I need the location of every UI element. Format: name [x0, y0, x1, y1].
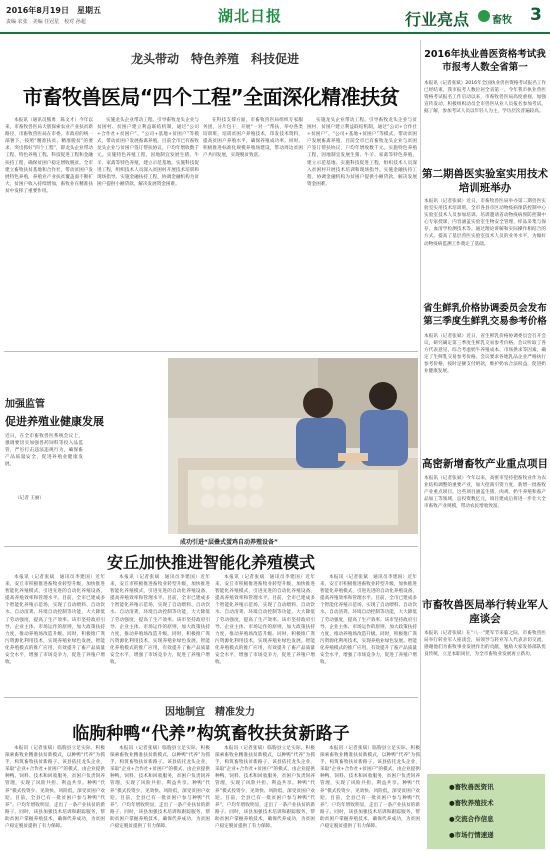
- editorial-kicker: 加强监管: [5, 399, 45, 410]
- sidebar-story-3-title: 省生鲜乳价格协调委员会发布第三季度生鲜乳交易参考价格: [423, 303, 547, 327]
- sidebar-story-2-title: 第二期兽医实验室实用技术培训班举办: [422, 168, 548, 194]
- top-story-column-1: [5, 117, 93, 347]
- top-story-body-1: 本报讯（通讯员熊勇 陈文才）今年以来，市畜牧兽医局大胆探索农业产业扶贫新路径，市畜牧兽医局在市委、市政府的统一部署下，按照“精准扶贫、精准脱贫”的要求，突出抓好“四个工程”，即龙头企业带动工程、特色养殖工程、科技促进工程和金融扶持工程，确保贫困户稳定增收脱贫。全市建立畜牧扶贫基地和合作社，带动贫困户发展特色养殖，养殖业产业扶贫覆盖面不断扩大，贫困户收入持续增加，畜牧业在精准扶贫中发挥了重要作用。: [5, 118, 93, 194]
- middle-story-column-4: [320, 574, 417, 694]
- sidebar-story-5-body: 本报讯（记者张斌）在“八一”建军节来临之际，市畜牧兽医局举行转业军人座谈会，局领导与转业军人代表亲切交流，感谢他们为畜牧事业发展作出的贡献，勉励大家发扬部队优良传统，立足本职岗位，为全市畜牧业发展再立新功。: [424, 631, 546, 658]
- top-story-divider: [4, 351, 418, 352]
- sidebar-story-3-body: 本报讯（记者张斌）近日，省生鲜乳价格协调委员会召开会议，研究确定第三季度生鲜乳交易参考价格。会议听取了各方代表意见，综合考虑奶牛养殖成本、市场供求等因素，确定了生鲜乳交易参考价格。会议要求各地乳品企业严格执行参考价格，按时足额支付奶款，维护奶农合法权益，促进奶业健康发展。: [424, 334, 546, 375]
- middle-story-column-3: [215, 574, 315, 694]
- photo-scene-illustration: [168, 358, 418, 534]
- bottom-story-body: 本报讯（记者张斌）临朐县立足实际，积极探索畜牧业精准扶贫新模式，以种鸭“代养”为抓手，构筑畜牧扶贫新路子。该县依托龙头企业，采取“企业+合作社+贫困户”的模式，由企业提供种鸭、饲料、技术和回收服务，贫困户负责饲养管理，实现了风险共担、利益共享。种鸭“代养”模式投资少、见效快、风险低，深受贫困户欢迎。目前，全县已有一批贫困户参与种鸭“代养”，户均年增收明显，走出了一条产业扶贫的新路子。同时，该县加强技术培训和跟踪服务，帮助贫困户掌握养殖技术，确保代养成功，为贫困户稳定脱贫提供了有力保障。: [5, 746, 105, 830]
- bottom-story-kicker: 因地制宜 精准发力: [165, 707, 255, 718]
- page-number: 3: [530, 5, 542, 25]
- sidebar-story-5-title: 市畜牧兽医局举行转业军人座谈会: [422, 599, 548, 625]
- sidebar-story-2-body: 本报讯（记者张斌）近日，市畜牧兽医局举办第二期兽医实验室实用技术培训班，全市各县市区动物疫病预防控制中心实验室技术人员参加培训。培训邀请省动物疫病预防控制中心专家授课，内容涵盖实验室生物安全管理、样品采集与保存、血清学检测技术等。通过理论讲解和实际操作相结合的方式，提高了基层兽医实验室技术人员的业务水平，为做好动物疫病监测工作奠定了基础。: [424, 199, 546, 247]
- section-title: 行业亮点: [405, 10, 470, 29]
- editorial-box: [5, 395, 165, 525]
- masthead: [0, 0, 550, 34]
- middle-story-body-cont-2: 本报讯（记者张斌 通讯员李建国）近年来，安丘市积极推进畜牧业转型升级，加快推进智能化养殖模式，引进先进的自动化养殖设备，提高养殖效率和管理水平。目前，全市已建成多个智能化养殖示范场，实现了自动喂料、自动饮水、自动清粪、环境自动控制等功能，大大降低了劳动强度，提高了生产效率。该市坚持政府引导、企业主体、市场运作的原则，加大政策扶持力度，推动养殖场改造升级。同时，积极推广粪污资源化利用技术，实现养殖业绿色发展。智能化养殖模式的推广应用，有效提升了畜产品质量安全水平，增强了市场竞争力，促进了养殖户增收。: [215, 575, 315, 666]
- photo-divider: [4, 546, 418, 547]
- section-tag: 畜牧: [492, 15, 512, 26]
- top-story-kicker: 龙头带动 特色养殖 科技促进: [130, 52, 299, 66]
- middle-story-column-1: [5, 574, 105, 694]
- sidebar-story-1-body: 本报讯（记者张斌）2016年全国执业兽医资格考试报名工作已经结束，我市报考人数位居全省第一。今年我市执业兽医资格考试报名工作启动以来，市畜牧兽医局高度重视，加强宣传发动，积极组织动员全市兽医从业人员报名参加考试。据了解，参加考试人员以年轻人为主，学历层次普遍较高。: [424, 81, 546, 115]
- top-story-body-1-cont: 实施龙头企业带动工程。引导畜牧龙头企业与贫困村、贫困户建立利益联结机制，通过“公司+合作社+贫困户”、“公司+基地+贫困户”等模式，带动贫困户发展畜禽养殖，目前全市已有畜牧龙头企业与贫困户签订帮扶协议，户均年增收数千元。实施特色养殖工程，因地制宜发展生猪、牛羊、家禽等特色养殖，建立示范基地。实施科技促进工程，组织技术人员深入贫困村开展技术培训和现场指导。实施金融扶持工程，协调金融机构为贫困户提供小额贷款，解决发展资金困难。: [307, 118, 417, 187]
- sidebar-story-1-title: 2016年执业兽医资格考试我市报考人数全省第一: [424, 49, 546, 73]
- top-story-body-2: 实施龙头企业带动工程。引导畜牧龙头企业与贫困村、贫困户建立利益联结机制，通过“公司+合作社+贫困户”、“公司+基地+贫困户”等模式，带动贫困户发展畜禽养殖，目前全市已有畜牧龙头企业与贫困户签订帮扶协议，户均年增收数千元。实施特色养殖工程，因地制宜发展生猪、牛羊、家禽等特色养殖，建立示范基地。实施科技促进工程，组织技术人员深入贫困村开展技术培训和现场指导。实施金融扶持工程，协调金融机构为贫困户提供小额贷款，解决发展资金困难。: [97, 118, 199, 187]
- sidebar-story-4-title: 高密新增畜牧产业重点项目: [422, 458, 548, 470]
- top-story-column-4: [307, 117, 417, 347]
- middle-story-body: 本报讯（记者张斌 通讯员李建国）近年来，安丘市积极推进畜牧业转型升级，加快推进智能化养殖模式，引进先进的自动化养殖设备，提高养殖效率和管理水平。目前，全市已建成多个智能化养殖示范场，实现了自动喂料、自动饮水、自动清粪、环境自动控制等功能，大大降低了劳动强度，提高了生产效率。该市坚持政府引导、企业主体、市场运作的原则，加大政策扶持力度，推动养殖场改造升级。同时，积极推广粪污资源化利用技术，实现养殖业绿色发展。智能化养殖模式的推广应用，有效提升了畜产品质量安全水平，增强了市场竞争力，促进了养殖户增收。: [5, 575, 105, 666]
- section-dot-icon: [478, 10, 490, 22]
- top-story-body-3: 在科技支撑方面，市畜牧兽医局组织专家服务团，分片包干，开展“一对一”帮扶，举办各类培训班，培训贫困户养殖技术，印发技术资料，提高贫困户养殖水平，确保养殖成功率。同时，积极推进标准化规模养殖场建设，带动周边贫困户共同发展，实现脱贫致富。: [203, 118, 303, 159]
- bottom-story-column-2: [110, 745, 210, 849]
- top-story-column-2: [97, 117, 199, 347]
- index-item-2[interactable]: ●畜牧养殖技术: [449, 799, 494, 807]
- bottom-story-body-cont-2: 本报讯（记者张斌）临朐县立足实际，积极探索畜牧业精准扶贫新模式，以种鸭“代养”为抓手，构筑畜牧扶贫新路子。该县依托龙头企业，采取“企业+合作社+贫困户”的模式，由企业提供种鸭、饲料、技术和回收服务，贫困户负责饲养管理，实现了风险共担、利益共享。种鸭“代养”模式投资少、见效快、风险低，深受贫困户欢迎。目前，全县已有一批贫困户参与种鸭“代养”，户均年增收明显，走出了一条产业扶贫的新路子。同时，该县加强技术培训和跟踪服务，帮助贫困户掌握养殖技术，确保代养成功，为贫困户稳定脱贫提供了有力保障。: [215, 746, 315, 830]
- bottom-story-body-cont-1: 本报讯（记者张斌）临朐县立足实际，积极探索畜牧业精准扶贫新模式，以种鸭“代养”为抓手，构筑畜牧扶贫新路子。该县依托龙头企业，采取“企业+合作社+贫困户”的模式，由企业提供种鸭、饲料、技术和回收服务，贫困户负责饲养管理，实现了风险共担、利益共享。种鸭“代养”模式投资少、见效快、风险低，深受贫困户欢迎。目前，全县已有一批贫困户参与种鸭“代养”，户均年增收明显，走出了一条产业扶贫的新路子。同时，该县加强技术培训和跟踪服务，帮助贫困户掌握养殖技术，确保代养成功，为贫困户稳定脱贫提供了有力保障。: [110, 746, 210, 830]
- bottom-story-column-3: [215, 745, 315, 849]
- middle-story-body-cont-3: 本报讯（记者张斌 通讯员李建国）近年来，安丘市积极推进畜牧业转型升级，加快推进智能化养殖模式，引进先进的自动化养殖设备，提高养殖效率和管理水平。目前，全市已建成多个智能化养殖示范场，实现了自动喂料、自动饮水、自动清粪、环境自动控制等功能，大大降低了劳动强度，提高了生产效率。该市坚持政府引导、企业主体、市场运作的原则，加大政策扶持力度，推动养殖场改造升级。同时，积极推广粪污资源化利用技术，实现养殖业绿色发展。智能化养殖模式的推广应用，有效提升了畜产品质量安全水平，增强了市场竞争力，促进了养殖户增收。: [320, 575, 417, 666]
- editor-credits: 责编 农张 美编 任冠星 校对 孙超: [6, 19, 86, 25]
- index-item-3[interactable]: ●交流合作信息: [449, 815, 494, 823]
- photo-caption: 成功引进“层叠式蛋鸡自动养殖设备”: [180, 539, 278, 546]
- bottom-story-headline: 临朐种鸭“代养”构筑畜牧扶贫新路子: [72, 724, 350, 744]
- editorial-headline: 促进养殖业健康发展: [5, 415, 104, 428]
- sidebar-divider: [420, 40, 421, 770]
- section-index-box: [427, 774, 545, 849]
- middle-story-body-cont-1: 本报讯（记者张斌 通讯员李建国）近年来，安丘市积极推进畜牧业转型升级，加快推进智能化养殖模式，引进先进的自动化养殖设备，提高养殖效率和管理水平。目前，全市已建成多个智能化养殖示范场，实现了自动喂料、自动饮水、自动清粪、环境自动控制等功能，大大降低了劳动强度，提高了生产效率。该市坚持政府引导、企业主体、市场运作的原则，加大政策扶持力度，推动养殖场改造升级。同时，积极推广粪污资源化利用技术，实现养殖业绿色发展。智能化养殖模式的推广应用，有效提升了畜产品质量安全水平，增强了市场竞争力，促进了养殖户增收。: [110, 575, 210, 666]
- bottom-story-body-cont-3: 本报讯（记者张斌）临朐县立足实际，积极探索畜牧业精准扶贫新模式，以种鸭“代养”为抓手，构筑畜牧扶贫新路子。该县依托龙头企业，采取“企业+合作社+贫困户”的模式，由企业提供种鸭、饲料、技术和回收服务，贫困户负责饲养管理，实现了风险共担、利益共享。种鸭“代养”模式投资少、见效快、风险低，深受贫困户欢迎。目前，全县已有一批贫困户参与种鸭“代养”，户均年增收明显，走出了一条产业扶贫的新路子。同时，该县加强技术培训和跟踪服务，帮助贫困户掌握养殖技术，确保代养成功，为贫困户稳定脱贫提供了有力保障。: [320, 746, 420, 830]
- bottom-story-column-1: [5, 745, 105, 849]
- issue-date: 2016年8月19日 星期五: [6, 6, 101, 15]
- top-story-column-3: [203, 117, 303, 347]
- bottom-story-column-4: [320, 745, 420, 849]
- editorial-body: 近日，在全市畜牧兽医系统会议上，强调要切实加强兽药饲料等投入品监管，严厉打击违法违规行为，确保畜产品质量安全，促进养殖业健康发展。: [5, 434, 83, 468]
- middle-story-column-2: [110, 574, 210, 694]
- middle-story-headline: 安丘加快推进智能化养殖模式: [106, 553, 315, 572]
- index-item-1[interactable]: ●畜牧兽医资讯: [449, 783, 494, 791]
- sidebar-story-4-body: 本报讯（记者张斌）今年以来，高密市坚持把畜牧业作为农业结构调整的重要产业，加大招商引资力度，新增一批畜牧产业重点项目。这些项目涵盖生猪、肉鸡、奶牛养殖和畜产品加工等领域，总投资数亿元，项目建成后将进一步壮大全市畜牧产业规模，带动农民增收致富。: [424, 476, 546, 510]
- news-photo: [168, 358, 418, 534]
- index-item-4[interactable]: ●市场行情速递: [449, 831, 494, 839]
- editorial-byline: （记者 王丽）: [15, 496, 45, 501]
- top-story-headline: 市畜牧兽医局“四个工程”全面深化精准扶贫: [22, 85, 400, 109]
- newspaper-logo: 湖北日报: [218, 7, 283, 25]
- middle-divider: [4, 697, 418, 698]
